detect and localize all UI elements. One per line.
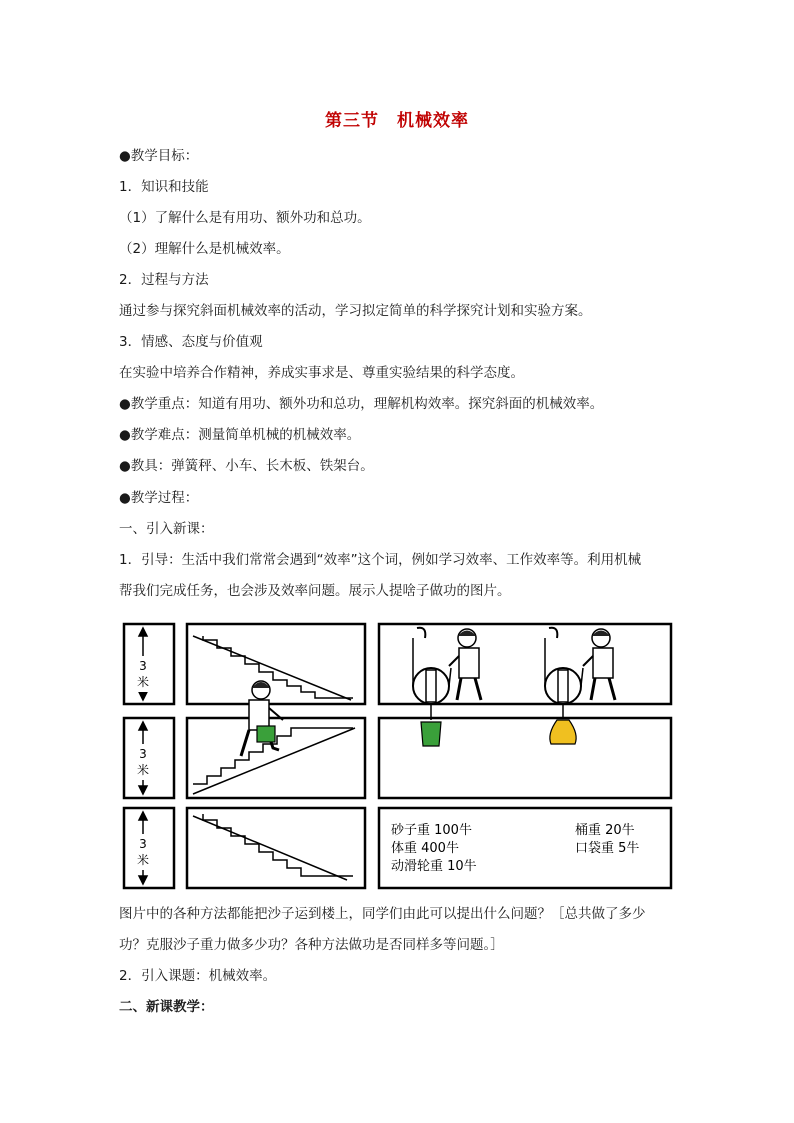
height-num-3: 3	[139, 837, 147, 851]
topic-intro: 2．引入课题：机械效率。	[119, 968, 277, 984]
person-pulling-2	[583, 629, 615, 700]
height-unit-1: 米	[136, 675, 150, 689]
height-num-1: 3	[139, 659, 147, 673]
goal-item-2: （2）理解什么是机械效率。	[119, 241, 290, 257]
part-two-heading: 二、新课教学：	[119, 999, 214, 1015]
question-text-line-2: 功？克服沙子重力做多少功？各种方法做功是否同样多等问题。］	[119, 937, 504, 953]
part-one-heading: 一、引入新课：	[119, 521, 214, 537]
goal-item-1: （1）了解什么是有用功、额外功和总功。	[119, 210, 371, 226]
section-heading-goals: ●教学目标：	[119, 148, 199, 164]
teaching-tools: ●教具：弹簧秤、小车、长木板、铁架台。	[119, 458, 374, 474]
stairs	[193, 636, 355, 880]
work-methods-figure	[121, 608, 673, 890]
pulley-with-bag	[545, 628, 583, 744]
section-heading-process: ●教学过程：	[119, 490, 199, 506]
attitude-text: 在实验中培养合作精神，养成实事求是、尊重实验结果的科学态度。	[119, 365, 524, 381]
sand-weight: 砂子重 100牛	[391, 823, 472, 838]
difficult-points: ●教学难点：测量简单机械的机械效率。	[119, 427, 361, 443]
height-num-2: 3	[139, 747, 147, 761]
process-text: 通过参与探究斜面机械效率的活动，学习拟定简单的科学探究计划和实验方案。	[119, 303, 592, 319]
body-weight: 体重 400牛	[391, 841, 459, 856]
stairwell	[187, 624, 365, 888]
pulley-with-bucket	[413, 628, 451, 746]
person-pulling-1	[449, 629, 481, 700]
height-unit-2: 米	[136, 763, 150, 777]
page-title: 第三节 机械效率	[325, 111, 469, 131]
height-labels	[135, 656, 151, 870]
subheading-attitude: 3．情感、态度与价值观	[119, 334, 263, 350]
work-methods-illustration	[121, 608, 673, 890]
subheading-process: 2．过程与方法	[119, 272, 209, 288]
subheading-knowledge: 1．知识和技能	[119, 179, 209, 195]
intro-text-line-2: 帮我们完成任务，也会涉及效率问题。展示人提啥子做功的图片。	[119, 583, 511, 599]
weights-info	[391, 822, 639, 874]
intro-text-line-1: 1．引导：生活中我们常常会遇到“效率”这个词，例如学习效率、工作效率等。利用机械	[119, 552, 642, 568]
question-text-line-1: 图片中的各种方法都能把沙子运到楼上，同学们由此可以提出什么问题？［总共做了多少	[119, 906, 646, 922]
pulley-weight: 动滑轮重 10牛	[391, 859, 477, 874]
key-points: ●教学重点：知道有用功、额外功和总功，理解机构效率。探究斜面的机械效率。	[119, 396, 604, 412]
bag-weight: 口袋重 5牛	[575, 841, 640, 856]
height-unit-3: 米	[136, 853, 150, 867]
bucket-weight: 桶重 20牛	[575, 823, 635, 838]
